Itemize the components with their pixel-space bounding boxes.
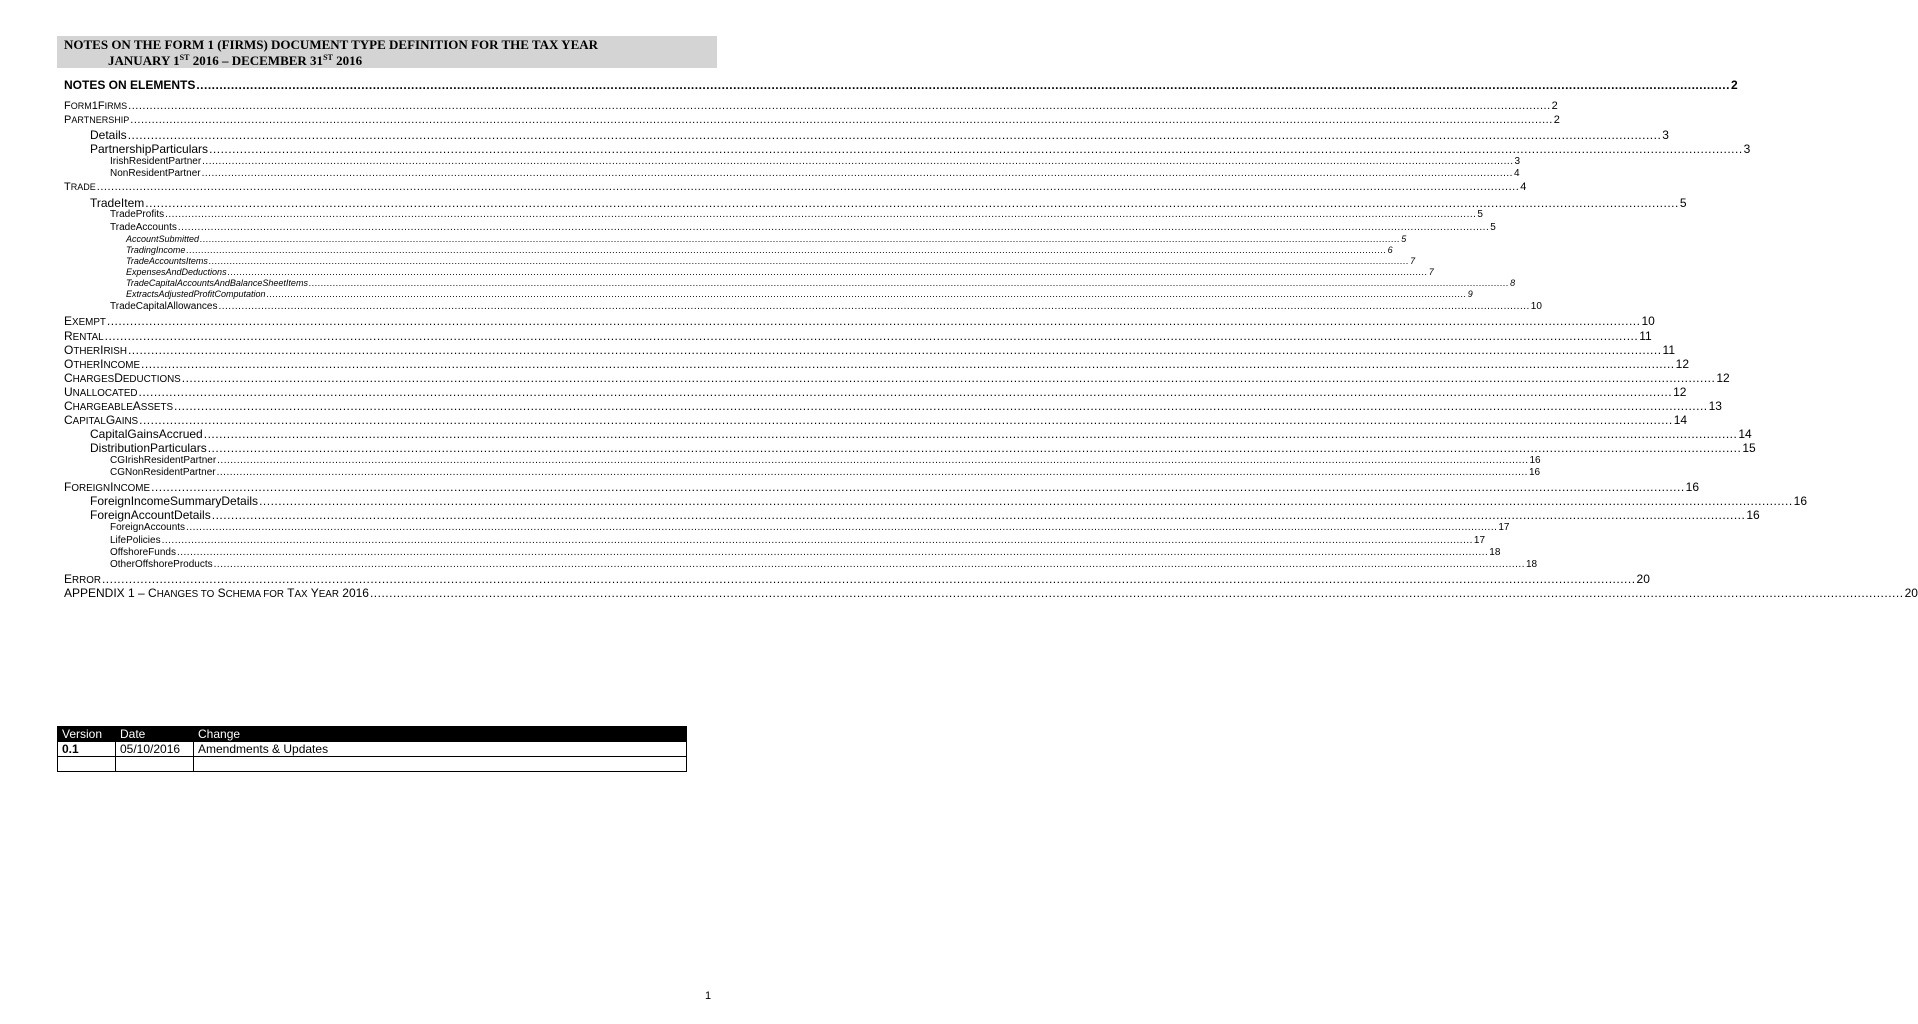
toc-dot-leader: ................................................................................................................................................................................................................................................................................................................................................................................................................ — [196, 78, 1730, 92]
version-cell: 0.1 — [58, 742, 116, 757]
toc-entry-title — [64, 78, 195, 92]
toc-dot-leader: ................................................................................................................................................................................................................................................................................................................................................................................................................ — [96, 181, 1520, 193]
toc-title-part: XEMPT — [72, 317, 106, 328]
date-cell: 05/10/2016 — [116, 742, 194, 757]
toc-title-part: APITAL — [72, 416, 106, 427]
toc-dot-leader: ................................................................................................................................................................................................................................................................................................................................................................................................................ — [203, 427, 1738, 441]
toc-page-number: 2 — [1551, 100, 1558, 112]
toc-entry[interactable] — [90, 441, 1756, 455]
toc-page-number: 12 — [1675, 357, 1689, 371]
toc-title-part: LifePolicies — [110, 535, 161, 546]
toc-page-number: 5 — [1477, 209, 1483, 220]
toc-page-number: 13 — [1708, 399, 1722, 413]
toc-dot-leader: ................................................................................................................................................................................................................................................................................................................................................................................................................ — [181, 371, 1716, 385]
toc-entry-title — [110, 467, 216, 479]
toc-entry[interactable] — [126, 289, 1473, 300]
toc-title-part: NCOME — [113, 483, 151, 494]
toc-entry-title — [110, 222, 177, 234]
page-number: 1 — [705, 990, 712, 1002]
toc-page-number: 18 — [1525, 559, 1538, 570]
version-cell — [58, 757, 116, 772]
toc-entry-title — [110, 535, 161, 547]
toc-title-part: TradeAccountsItems — [126, 256, 208, 266]
toc-entry[interactable] — [64, 114, 1560, 127]
version-history-table — [57, 726, 687, 772]
toc-entry-title — [126, 234, 199, 245]
toc-page-number: 2 — [1730, 78, 1738, 92]
toc-dot-leader: ................................................................................................................................................................................................................................................................................................................................................................................................................ — [213, 559, 1525, 570]
toc-title-part: F — [64, 100, 71, 112]
table-header-row — [58, 727, 687, 742]
toc-entry-title — [90, 441, 207, 455]
toc-dot-leader: ................................................................................................................................................................................................................................................................................................................................................................................................................ — [106, 314, 1641, 328]
toc-title-part: CGIrishResidentPartner — [110, 455, 217, 466]
toc-title-part: I — [100, 343, 104, 357]
toc-entry-title — [90, 142, 208, 156]
toc-entry[interactable] — [64, 586, 1918, 602]
toc-page-number: 2 — [1553, 114, 1560, 126]
toc-dot-leader: ................................................................................................................................................................................................................................................................................................................................................................................................................ — [138, 385, 1673, 399]
toc-title-part: E — [64, 572, 73, 586]
toc-entry[interactable] — [126, 267, 1434, 278]
toc-entry[interactable] — [126, 278, 1516, 289]
toc-title-part: O — [64, 357, 74, 371]
toc-dot-leader: ................................................................................................................................................................................................................................................................................................................................................................................................................ — [127, 128, 1662, 142]
toc-dot-leader: ................................................................................................................................................................................................................................................................................................................................................................................................................ — [145, 196, 1679, 210]
toc-page-number: 4 — [1520, 181, 1527, 193]
toc-title-part: Y — [307, 586, 319, 600]
column-header-change: Change — [194, 727, 687, 742]
toc-entry-title — [90, 508, 211, 522]
toc-title-part: TradingIncome — [126, 245, 186, 255]
toc-entry[interactable] — [90, 128, 1669, 142]
toc-dot-leader: ................................................................................................................................................................................................................................................................................................................................................................................................................ — [369, 586, 1904, 600]
toc-dot-leader: ................................................................................................................................................................................................................................................................................................................................................................................................................ — [176, 547, 1489, 558]
toc-title-part: AINS — [115, 416, 139, 427]
toc-page-number: 8 — [1510, 278, 1516, 288]
toc-title-part: NOTES ON ELEMENTS — [64, 78, 196, 92]
toc-dot-leader: ................................................................................................................................................................................................................................................................................................................................................................................................................ — [177, 222, 1490, 233]
document-title-line2 — [108, 53, 362, 68]
toc-title-part: EDUCTIONS — [122, 374, 181, 385]
toc-page-number: 3 — [1662, 128, 1669, 142]
toc-title-part: I — [110, 480, 114, 494]
toc-title-part: HARGEABLE — [72, 402, 133, 413]
toc-dot-leader: ................................................................................................................................................................................................................................................................................................................................................................................................................ — [208, 256, 1410, 266]
toc-dot-leader: ................................................................................................................................................................................................................................................................................................................................................................................................................ — [186, 245, 1387, 255]
toc-title-part: CGNonResidentPartner — [110, 467, 216, 478]
toc-entry[interactable] — [110, 301, 1542, 313]
toc-dot-leader: ................................................................................................................................................................................................................................................................................................................................................................................................................ — [101, 572, 1636, 586]
toc-entry[interactable] — [90, 142, 1751, 156]
toc-page-number: 14 — [1673, 413, 1688, 427]
toc-page-number: 7 — [1410, 256, 1416, 266]
toc-entry-title — [110, 547, 176, 559]
toc-title-part: HANGES TO — [156, 589, 215, 600]
toc-title-part: APPENDIX 1 – C — [64, 586, 157, 600]
toc-title-part: ExpensesAndDeductions — [126, 267, 227, 277]
toc-title-part: TradeCapitalAccountsAndBalanceSheetItems — [126, 278, 308, 288]
toc-title-part: PartnershipParticulars — [90, 142, 209, 156]
toc-entry[interactable] — [64, 78, 1738, 92]
toc-dot-leader: ................................................................................................................................................................................................................................................................................................................................................................................................................ — [174, 399, 1708, 413]
table-row — [58, 742, 687, 757]
toc-title-part: ForeignIncomeSummaryDetails — [90, 494, 259, 508]
toc-title-part: NALLOCATED — [72, 388, 138, 399]
toc-dot-leader: ................................................................................................................................................................................................................................................................................................................................................................................................................ — [227, 267, 1428, 277]
toc-entry-title — [64, 314, 106, 330]
toc-entry[interactable] — [126, 234, 1407, 245]
toc-entry-title — [110, 156, 201, 168]
toc-page-number: 20 — [1636, 572, 1650, 586]
toc-title-part: CHEMA FOR — [225, 589, 285, 600]
toc-page-number: 16 — [1793, 494, 1808, 508]
toc-title-part: HARGES — [72, 374, 115, 385]
toc-title-part: F — [64, 480, 72, 494]
toc-title-part: ExtractsAdjustedProfitComputation — [126, 289, 266, 299]
toc-title-part: SSETS — [140, 402, 174, 413]
toc-dot-leader: ................................................................................................................................................................................................................................................................................................................................................................................................................ — [207, 441, 1742, 455]
toc-title-part: Details — [90, 128, 127, 142]
toc-page-number: 9 — [1467, 289, 1473, 299]
column-header-version: Version — [58, 727, 116, 742]
toc-page-number: 17 — [1498, 522, 1510, 533]
toc-page-number: 17 — [1473, 535, 1486, 546]
date-cell — [116, 757, 194, 772]
toc-page-number: 16 — [1746, 508, 1760, 522]
toc-title-part: AX — [294, 589, 308, 600]
toc-entry[interactable] — [90, 427, 1752, 441]
toc-title-part: RROR — [72, 575, 101, 586]
toc-title-part: OtherOffshoreProducts — [110, 559, 213, 570]
toc-dot-leader: ................................................................................................................................................................................................................................................................................................................................................................................................................ — [200, 234, 1401, 244]
toc-dot-leader: ................................................................................................................................................................................................................................................................................................................................................................................................................ — [201, 168, 1513, 179]
toc-title-part: OREIGN — [71, 483, 111, 494]
title-superscript: ST — [179, 53, 190, 62]
toc-entry-title — [126, 267, 227, 278]
toc-page-number: 3 — [1743, 142, 1751, 156]
toc-dot-leader: ................................................................................................................................................................................................................................................................................................................................................................................................................ — [161, 535, 1473, 546]
toc-page-number: 11 — [1662, 343, 1675, 357]
toc-title-part: TradeItem — [90, 196, 145, 210]
toc-entry-title — [110, 522, 185, 534]
toc-entry[interactable] — [90, 494, 1808, 508]
toc-page-number: 5 — [1679, 196, 1687, 210]
toc-dot-leader: ................................................................................................................................................................................................................................................................................................................................................................................................................ — [104, 329, 1639, 343]
toc-page-number: 7 — [1428, 267, 1434, 277]
toc-entry-title — [110, 301, 217, 313]
toc-title-part: IrishResidentPartner — [110, 156, 202, 167]
toc-entry[interactable] — [90, 196, 1687, 210]
toc-title-part: ARTNERSHIP — [71, 115, 130, 125]
toc-entry[interactable] — [126, 245, 1393, 256]
toc-dot-leader: ................................................................................................................................................................................................................................................................................................................................................................................................................ — [209, 142, 1743, 156]
toc-page-number: 14 — [1738, 427, 1752, 441]
toc-title-part: C — [64, 399, 73, 413]
toc-page-number: 16 — [1528, 467, 1541, 478]
toc-entry-title — [90, 128, 127, 142]
toc-dot-leader: ................................................................................................................................................................................................................................................................................................................................................................................................................ — [202, 156, 1514, 167]
toc-title-part: TradeProfits — [110, 209, 165, 220]
toc-title-part: EAR — [318, 589, 339, 600]
toc-page-number: 5 — [1490, 222, 1496, 233]
toc-page-number: 20 — [1904, 586, 1918, 600]
toc-title-part: I — [100, 357, 104, 371]
toc-dot-leader: ................................................................................................................................................................................................................................................................................................................................................................................................................ — [165, 209, 1477, 220]
toc-title-part: E — [64, 314, 73, 328]
column-header-date: Date — [116, 727, 194, 742]
toc-page-number: 11 — [1639, 329, 1652, 343]
toc-entry[interactable] — [110, 209, 1483, 221]
toc-title-part: TradeCapitalAllowances — [110, 301, 218, 312]
toc-page-number: 6 — [1387, 245, 1393, 255]
toc-dot-leader: ................................................................................................................................................................................................................................................................................................................................................................................................................ — [151, 480, 1685, 494]
toc-entry[interactable] — [126, 256, 1416, 267]
toc-page-number: 3 — [1514, 156, 1521, 167]
toc-entry[interactable] — [110, 522, 1510, 534]
toc-dot-leader: ................................................................................................................................................................................................................................................................................................................................................................................................................ — [211, 508, 1746, 522]
toc-entry-title — [110, 559, 213, 571]
toc-entry[interactable] — [64, 100, 1558, 113]
toc-entry-title — [126, 256, 208, 267]
toc-page-number: 10 — [1530, 301, 1542, 312]
toc-page-number: 16 — [1529, 455, 1541, 466]
toc-title-part: T — [64, 181, 71, 193]
toc-page-number: 5 — [1401, 234, 1407, 244]
title-part: JANUARY 1 — [108, 53, 180, 68]
toc-dot-leader: ................................................................................................................................................................................................................................................................................................................................................................................................................ — [130, 114, 1553, 126]
table-row — [58, 757, 687, 772]
toc-entry-title — [64, 114, 129, 127]
toc-title-part: A — [132, 399, 141, 413]
toc-title-part: RISH — [103, 346, 127, 357]
title-part: 2016 – DECEMBER 31 — [189, 53, 324, 68]
toc-entry[interactable] — [110, 559, 1538, 571]
toc-dot-leader: ................................................................................................................................................................................................................................................................................................................................................................................................................ — [139, 413, 1673, 427]
toc-entry-title — [90, 196, 144, 210]
toc-page-number: 4 — [1513, 168, 1520, 179]
toc-entry-title — [64, 586, 369, 602]
toc-entry-title — [126, 245, 185, 256]
toc-entry[interactable] — [110, 547, 1501, 559]
toc-entry[interactable] — [110, 168, 1520, 180]
toc-title-part: AccountSubmitted — [126, 234, 200, 244]
toc-dot-leader: ................................................................................................................................................................................................................................................................................................................................................................................................................ — [186, 522, 1498, 533]
toc-entry-title — [110, 455, 216, 467]
toc-entry[interactable] — [110, 156, 1521, 168]
toc-title-part: NonResidentPartner — [110, 168, 201, 179]
toc-title-part: T — [284, 586, 295, 600]
toc-title-part: IRMS — [104, 101, 128, 111]
toc-page-number: 16 — [1685, 480, 1700, 494]
toc-page-number: 18 — [1489, 547, 1501, 558]
toc-dot-leader: ................................................................................................................................................................................................................................................................................................................................................................................................................ — [217, 455, 1529, 466]
document-title-line1: NOTES ON THE FORM 1 (FIRMS) DOCUMENT TYPE DEFINITION FOR THE TAX YEAR — [64, 37, 599, 52]
toc-title-part: ForeignAccounts — [110, 522, 186, 533]
toc-entry[interactable] — [110, 455, 1541, 467]
toc-entry-title — [110, 209, 164, 221]
toc-title-part: G — [105, 413, 116, 427]
toc-page-number: 15 — [1742, 441, 1756, 455]
toc-title-part: S — [214, 586, 226, 600]
toc-title-part: THER — [73, 346, 101, 357]
toc-title-part: RADE — [70, 182, 96, 192]
toc-entry-title — [90, 427, 203, 441]
toc-title-part: O — [64, 343, 74, 357]
toc-title-part: DistributionParticulars — [90, 441, 207, 455]
toc-page-number: 12 — [1716, 371, 1730, 385]
toc-page-number: 12 — [1673, 385, 1687, 399]
toc-entry-title — [90, 494, 258, 508]
toc-dot-leader: ................................................................................................................................................................................................................................................................................................................................................................................................................ — [266, 289, 1467, 299]
toc-entry-title — [64, 100, 127, 113]
toc-title-part: ORM — [70, 101, 92, 111]
toc-entry-title — [126, 278, 308, 289]
toc-title-part: 1F — [91, 100, 105, 112]
toc-entry[interactable] — [110, 535, 1486, 547]
toc-title-part: C — [64, 413, 73, 427]
toc-dot-leader: ................................................................................................................................................................................................................................................................................................................................................................................................................ — [127, 343, 1662, 357]
toc-dot-leader: ................................................................................................................................................................................................................................................................................................................................................................................................................ — [259, 494, 1793, 508]
toc-title-part: THER — [73, 360, 101, 371]
toc-title-part: ForeignAccountDetails — [90, 508, 211, 522]
toc-title-part: CapitalGainsAccrued — [90, 427, 203, 441]
change-cell — [194, 757, 687, 772]
toc-entry-title — [126, 289, 266, 300]
toc-entry[interactable] — [90, 508, 1760, 522]
toc-title-part: NCOME — [103, 360, 141, 371]
toc-dot-leader: ................................................................................................................................................................................................................................................................................................................................................................................................................ — [216, 467, 1528, 478]
toc-entry[interactable] — [64, 181, 1527, 194]
toc-entry[interactable] — [110, 467, 1541, 479]
toc-title-part: D — [114, 371, 123, 385]
title-superscript: ST — [323, 53, 333, 62]
toc-dot-leader: ................................................................................................................................................................................................................................................................................................................................................................................................................ — [218, 301, 1530, 312]
toc-title-part: TradeAccounts — [110, 222, 177, 233]
toc-title-part: OffshoreFunds — [110, 547, 176, 558]
toc-dot-leader: ................................................................................................................................................................................................................................................................................................................................................................................................................ — [128, 100, 1551, 112]
toc-dot-leader: ................................................................................................................................................................................................................................................................................................................................................................................................................ — [308, 278, 1510, 288]
toc-title-part: C — [64, 371, 73, 385]
toc-page-number: 10 — [1641, 314, 1655, 328]
title-part: 2016 — [332, 53, 363, 68]
toc-title-part: R — [64, 329, 73, 343]
toc-entry[interactable] — [110, 222, 1496, 234]
toc-entry[interactable] — [64, 314, 1655, 330]
toc-title-part: ENTAL — [72, 332, 104, 343]
toc-entry-title — [110, 168, 201, 180]
toc-entry-title — [64, 181, 96, 194]
toc-title-part: U — [64, 385, 73, 399]
toc-title-part: 2016 — [338, 586, 369, 600]
change-cell: Amendments & Updates — [194, 742, 687, 757]
toc-dot-leader: ................................................................................................................................................................................................................................................................................................................................................................................................................ — [141, 357, 1675, 371]
toc-title-part: P — [64, 114, 72, 126]
